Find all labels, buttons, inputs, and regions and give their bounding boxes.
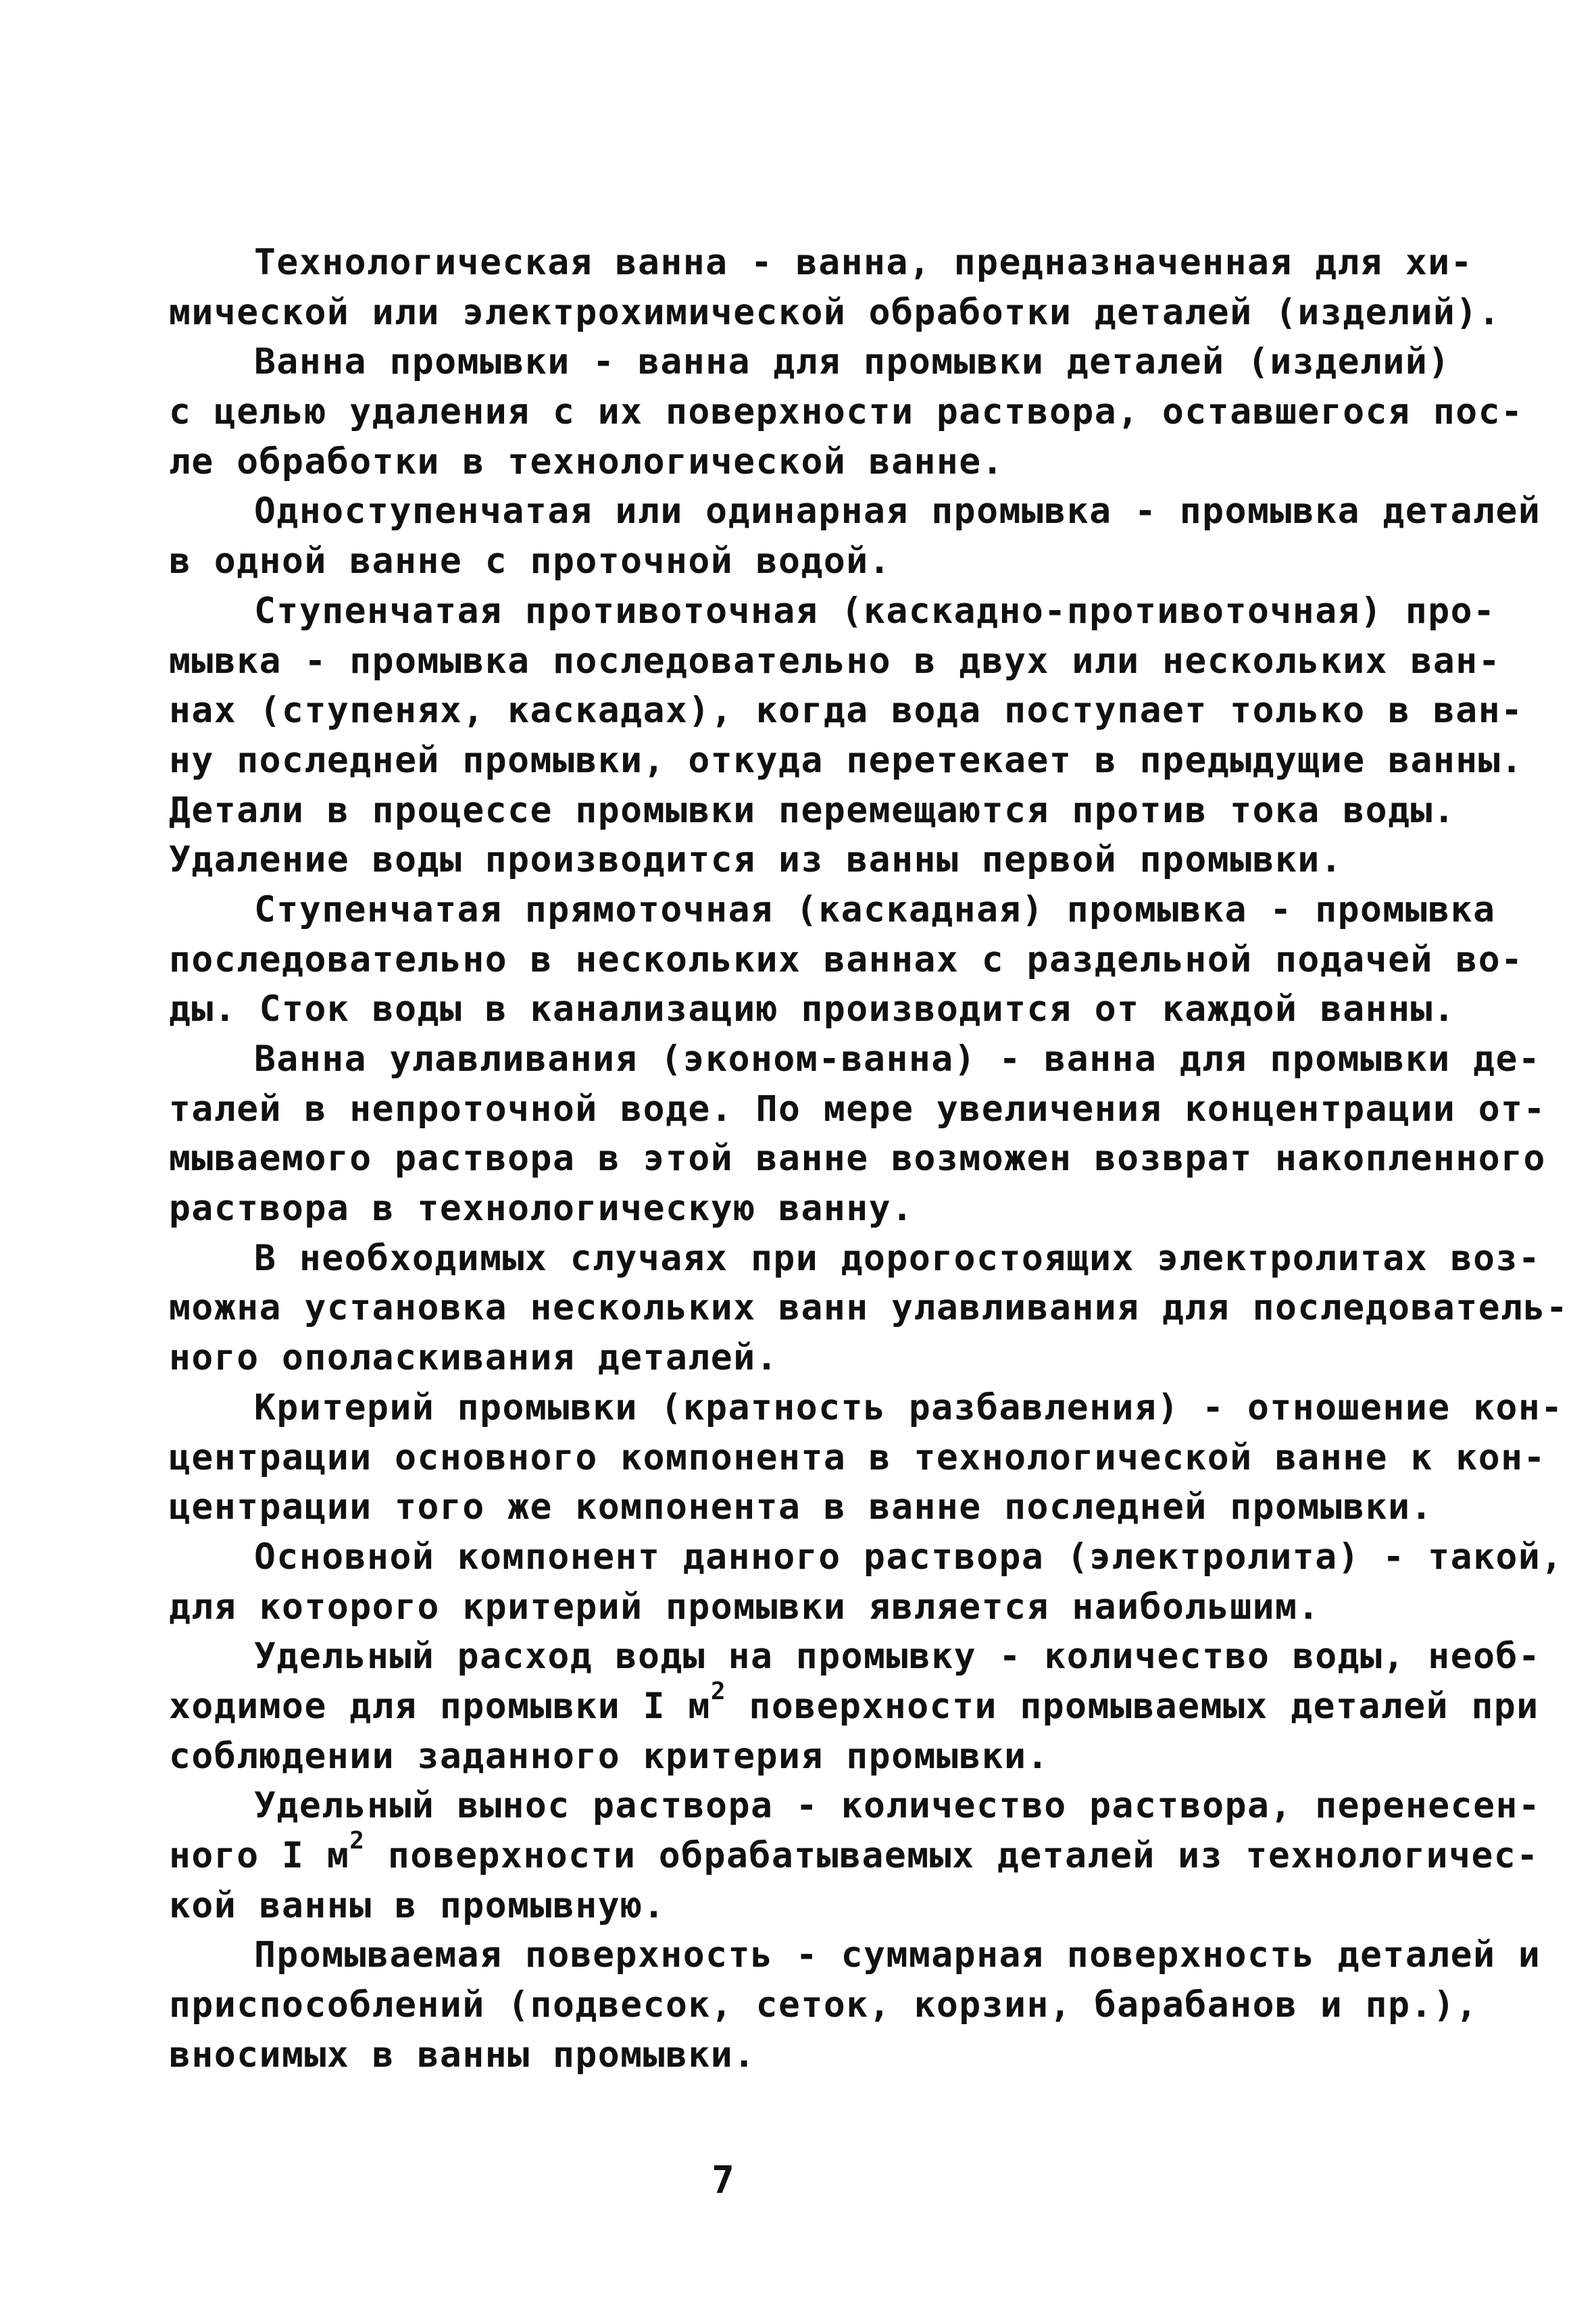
text-line: центрации того же компонента в ванне последней промывки.: [169, 1486, 1433, 1528]
text-segment: поверхности промываемых деталей при: [726, 1685, 1539, 1727]
text-line: Критерий промывки (кратность разбавления) - отношение кон-: [254, 1386, 1564, 1428]
text-line: Ванна улавливания (эконом-ванна) - ванна для промывки де-: [254, 1038, 1541, 1080]
text-line: центрации основного компонента в технологической ванне к кон-: [169, 1436, 1546, 1478]
superscript: 2: [710, 1677, 726, 1705]
text-line: раствора в технологическую ванну.: [169, 1188, 914, 1230]
text-line-with-superscript: [169, 1827, 1539, 1881]
text-line: В необходимых случаях при дорогостоящих электролитах воз-: [254, 1237, 1541, 1279]
text-line: Удельный расход воды на промывку - количество воды, необ-: [254, 1636, 1541, 1678]
text-line: Детали в процессе промывки перемещаются против тока воды.: [169, 789, 1456, 831]
text-line: ды. Сток воды в канализацию производится от каждой ванны.: [169, 988, 1456, 1030]
text-line-with-superscript: [169, 1677, 1539, 1732]
text-line: кой ванны в промывную.: [169, 1884, 666, 1926]
text-line: Основной компонент данного раствора (электролита) - такой,: [254, 1536, 1564, 1578]
text-line: нах (ступенях, каскадах), когда вода поступает только в ван-: [169, 690, 1524, 732]
text-line: мывка - промывка последовательно в двух или нескольких ван-: [169, 640, 1501, 682]
page-number: 7: [712, 2159, 734, 2203]
text-line: Технологическая ванна - ванна, предназначенная для хи-: [254, 242, 1474, 283]
text-line: приспособлений (подвесок, сеток, корзин, барабанов и пр.),: [169, 1984, 1478, 2026]
text-line: с целью удаления с их поверхности раствора, оставшегося пос-: [169, 391, 1524, 433]
text-line: мической или электрохимической обработки деталей (изделий).: [169, 291, 1501, 333]
text-segment: ного I м: [169, 1835, 350, 1876]
text-line: Одноступенчатая или одинарная промывка - промывка деталей: [254, 491, 1541, 532]
text-line: Ступенчатая противоточная (каскадно-противоточная) про-: [254, 590, 1496, 632]
text-line: мываемого раствора в этой ванне возможен возврат накопленного: [169, 1138, 1546, 1180]
document-body: [169, 238, 1569, 2080]
text-line: Удельный вынос раствора - количество раствора, перенесен-: [254, 1785, 1541, 1827]
text-line: Промываемая поверхность - суммарная поверхность деталей и: [254, 1934, 1541, 1976]
text-line: вносимых в ванны промывки.: [169, 2034, 756, 2076]
text-line: соблюдении заданного критерия промывки.: [169, 1735, 1049, 1777]
text-line: талей в непроточной воде. По мере увеличения концентрации от-: [169, 1088, 1546, 1130]
text-line: Удаление воды производится из ванны первой промывки.: [169, 839, 1343, 881]
text-line: Ступенчатая прямоточная (каскадная) промывка - промывка: [254, 888, 1496, 930]
text-segment: ходимое для промывки I м: [169, 1685, 711, 1727]
text-line: ле обработки в технологической ванне.: [169, 441, 1005, 482]
text-line: ного ополаскивания деталей.: [169, 1337, 779, 1379]
superscript: 2: [349, 1827, 366, 1855]
text-line: последовательно в нескольких ваннах с раздельной подачей во-: [169, 938, 1524, 980]
text-line: для которого критерий промывки является наибольшим.: [169, 1586, 1320, 1628]
text-segment: поверхности обрабатываемых деталей из технологичес-: [365, 1835, 1539, 1876]
text-line: в одной ванне с проточной водой.: [169, 540, 892, 582]
text-line: ну последней промывки, откуда перетекает в предыдущие ванны.: [169, 739, 1524, 781]
text-line: Ванна промывки - ванна для промывки деталей (изделий): [254, 341, 1451, 383]
text-line: можна установка нескольких ванн улавливания для последователь-: [169, 1287, 1569, 1329]
